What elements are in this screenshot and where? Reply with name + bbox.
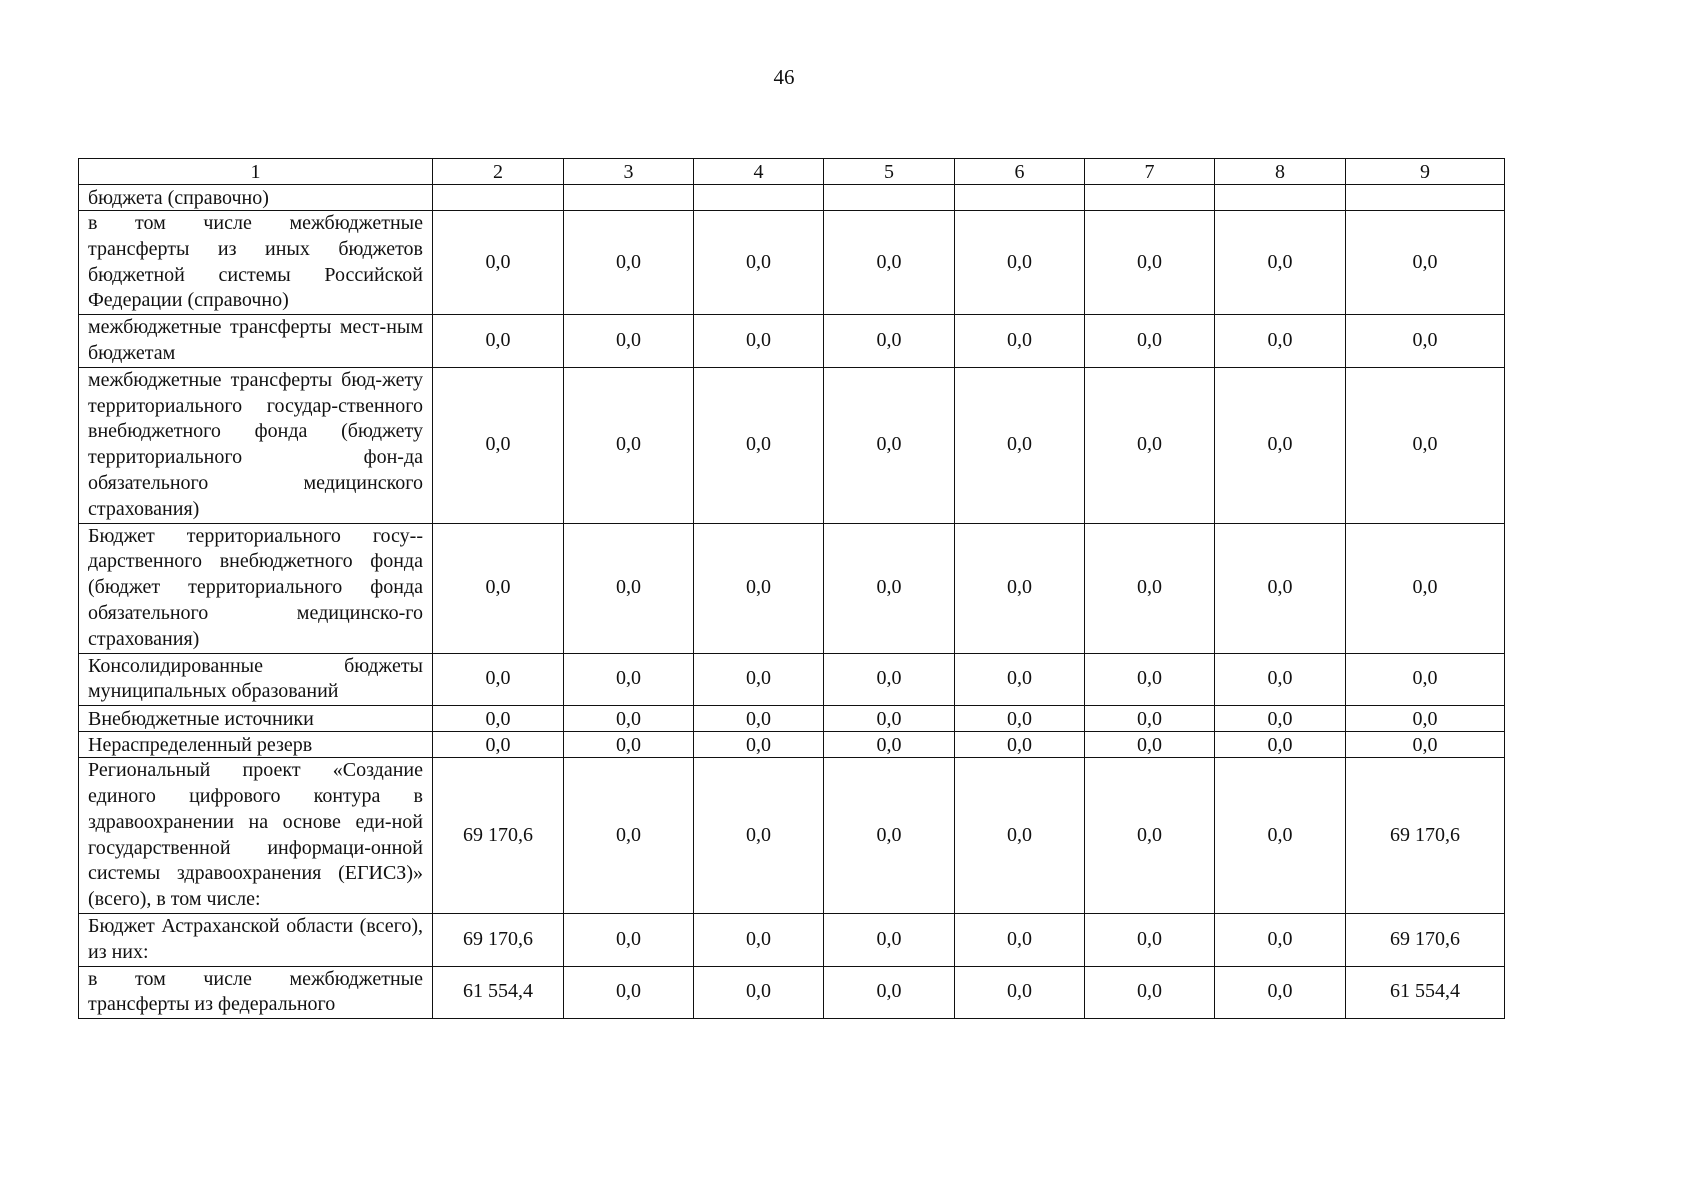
value-cell xyxy=(433,185,564,211)
value-cell: 0,0 xyxy=(824,966,955,1019)
value-cell: 0,0 xyxy=(824,913,955,966)
table-row xyxy=(79,185,1505,211)
row-label: Внебюджетные источники xyxy=(79,706,433,732)
value-cell xyxy=(694,185,824,211)
value-cell: 0,0 xyxy=(955,315,1085,368)
value-cell: 0,0 xyxy=(1215,367,1346,523)
value-cell: 0,0 xyxy=(1215,523,1346,653)
column-header: 2 xyxy=(433,159,564,185)
value-cell: 0,0 xyxy=(433,315,564,368)
value-cell: 0,0 xyxy=(433,367,564,523)
value-cell: 0,0 xyxy=(564,913,694,966)
value-cell: 0,0 xyxy=(564,653,694,706)
value-cell: 0,0 xyxy=(824,732,955,758)
value-cell: 0,0 xyxy=(1346,367,1505,523)
value-cell: 0,0 xyxy=(1346,523,1505,653)
value-cell: 69 170,6 xyxy=(1346,758,1505,914)
row-label: межбюджетные трансферты мест-ным бюджетам xyxy=(79,315,433,368)
value-cell: 0,0 xyxy=(955,367,1085,523)
table-row xyxy=(79,913,1505,966)
value-cell: 0,0 xyxy=(1085,211,1215,315)
value-cell: 0,0 xyxy=(433,523,564,653)
column-header: 6 xyxy=(955,159,1085,185)
value-cell: 0,0 xyxy=(1085,758,1215,914)
table-row xyxy=(79,966,1505,1019)
value-cell: 0,0 xyxy=(433,211,564,315)
value-cell: 0,0 xyxy=(694,706,824,732)
row-label: Бюджет Астраханской области (всего), из них: xyxy=(79,913,433,966)
value-cell: 0,0 xyxy=(1346,706,1505,732)
value-cell: 0,0 xyxy=(824,653,955,706)
value-cell: 0,0 xyxy=(824,315,955,368)
table-row xyxy=(79,315,1505,368)
table-row xyxy=(79,706,1505,732)
value-cell: 0,0 xyxy=(1215,913,1346,966)
value-cell: 0,0 xyxy=(1085,966,1215,1019)
page-number: 46 xyxy=(773,65,795,89)
value-cell: 0,0 xyxy=(694,653,824,706)
value-cell xyxy=(1346,185,1505,211)
value-cell: 0,0 xyxy=(1085,653,1215,706)
row-label: Региональный проект «Создание единого цифрового контура в здравоохранении на основе еди-ной государственной информаци-онной системы здравоохранения (ЕГИСЗ)» (всего), в том числе: xyxy=(79,758,433,914)
row-label: в том числе межбюджетные трансферты из федерального xyxy=(79,966,433,1019)
value-cell: 0,0 xyxy=(1346,732,1505,758)
value-cell: 0,0 xyxy=(694,315,824,368)
value-cell: 0,0 xyxy=(1215,758,1346,914)
value-cell: 0,0 xyxy=(955,211,1085,315)
value-cell: 0,0 xyxy=(433,706,564,732)
row-label: Нераспределенный резерв xyxy=(79,732,433,758)
value-cell: 0,0 xyxy=(564,706,694,732)
column-number-row xyxy=(79,159,1505,185)
value-cell: 0,0 xyxy=(1215,653,1346,706)
value-cell: 0,0 xyxy=(955,732,1085,758)
value-cell: 0,0 xyxy=(955,966,1085,1019)
value-cell: 0,0 xyxy=(1215,732,1346,758)
value-cell: 0,0 xyxy=(824,706,955,732)
table-row xyxy=(79,211,1505,315)
value-cell: 0,0 xyxy=(955,913,1085,966)
value-cell: 0,0 xyxy=(955,706,1085,732)
value-cell: 0,0 xyxy=(564,523,694,653)
value-cell: 0,0 xyxy=(564,732,694,758)
value-cell: 0,0 xyxy=(1215,315,1346,368)
value-cell: 0,0 xyxy=(1346,315,1505,368)
value-cell: 0,0 xyxy=(1085,706,1215,732)
value-cell xyxy=(955,185,1085,211)
value-cell xyxy=(1085,185,1215,211)
value-cell: 0,0 xyxy=(1085,367,1215,523)
value-cell: 0,0 xyxy=(433,653,564,706)
table-row xyxy=(79,523,1505,653)
value-cell: 0,0 xyxy=(694,913,824,966)
row-label: Консолидированные бюджеты муниципальных образований xyxy=(79,653,433,706)
value-cell: 0,0 xyxy=(1215,706,1346,732)
value-cell: 0,0 xyxy=(1085,315,1215,368)
value-cell: 0,0 xyxy=(1346,653,1505,706)
value-cell: 0,0 xyxy=(1346,211,1505,315)
value-cell: 0,0 xyxy=(824,523,955,653)
value-cell: 69 170,6 xyxy=(433,913,564,966)
value-cell: 0,0 xyxy=(694,211,824,315)
value-cell: 0,0 xyxy=(564,211,694,315)
value-cell: 0,0 xyxy=(824,211,955,315)
value-cell: 0,0 xyxy=(1085,913,1215,966)
value-cell: 69 170,6 xyxy=(1346,913,1505,966)
value-cell: 0,0 xyxy=(824,367,955,523)
column-header: 4 xyxy=(694,159,824,185)
row-label: Бюджет территориального госу-дарственного внебюджетного фонда (бюджет территориального фонда обязательного медицинско-го страхования) xyxy=(79,523,433,653)
table-row xyxy=(79,653,1505,706)
column-header: 7 xyxy=(1085,159,1215,185)
value-cell: 0,0 xyxy=(1085,523,1215,653)
column-header: 8 xyxy=(1215,159,1346,185)
table-row xyxy=(79,758,1505,914)
value-cell: 0,0 xyxy=(955,653,1085,706)
value-cell: 0,0 xyxy=(694,732,824,758)
value-cell: 0,0 xyxy=(564,367,694,523)
budget-table xyxy=(78,158,1505,1019)
value-cell: 0,0 xyxy=(955,758,1085,914)
value-cell: 0,0 xyxy=(694,367,824,523)
value-cell xyxy=(1215,185,1346,211)
value-cell: 0,0 xyxy=(1215,966,1346,1019)
value-cell: 0,0 xyxy=(564,315,694,368)
value-cell: 61 554,4 xyxy=(1346,966,1505,1019)
value-cell: 0,0 xyxy=(1085,732,1215,758)
table-row xyxy=(79,732,1505,758)
value-cell: 61 554,4 xyxy=(433,966,564,1019)
value-cell: 0,0 xyxy=(955,523,1085,653)
column-header: 9 xyxy=(1346,159,1505,185)
value-cell: 0,0 xyxy=(1215,211,1346,315)
column-header: 5 xyxy=(824,159,955,185)
table-row xyxy=(79,367,1505,523)
row-label: межбюджетные трансферты бюд-жету территориального государ-ственного внебюджетного фонда (бюджету территориального фон-да обязательного медицинского страхования) xyxy=(79,367,433,523)
row-label: в том числе межбюджетные трансферты из иных бюджетов бюджетной системы Российской Федерации (справочно) xyxy=(79,211,433,315)
value-cell: 0,0 xyxy=(694,523,824,653)
value-cell: 69 170,6 xyxy=(433,758,564,914)
column-header: 3 xyxy=(564,159,694,185)
value-cell: 0,0 xyxy=(694,758,824,914)
value-cell xyxy=(564,185,694,211)
value-cell: 0,0 xyxy=(694,966,824,1019)
column-header: 1 xyxy=(79,159,433,185)
value-cell: 0,0 xyxy=(564,966,694,1019)
value-cell: 0,0 xyxy=(824,758,955,914)
value-cell: 0,0 xyxy=(433,732,564,758)
row-label: бюджета (справочно) xyxy=(79,185,433,211)
value-cell xyxy=(824,185,955,211)
value-cell: 0,0 xyxy=(564,758,694,914)
